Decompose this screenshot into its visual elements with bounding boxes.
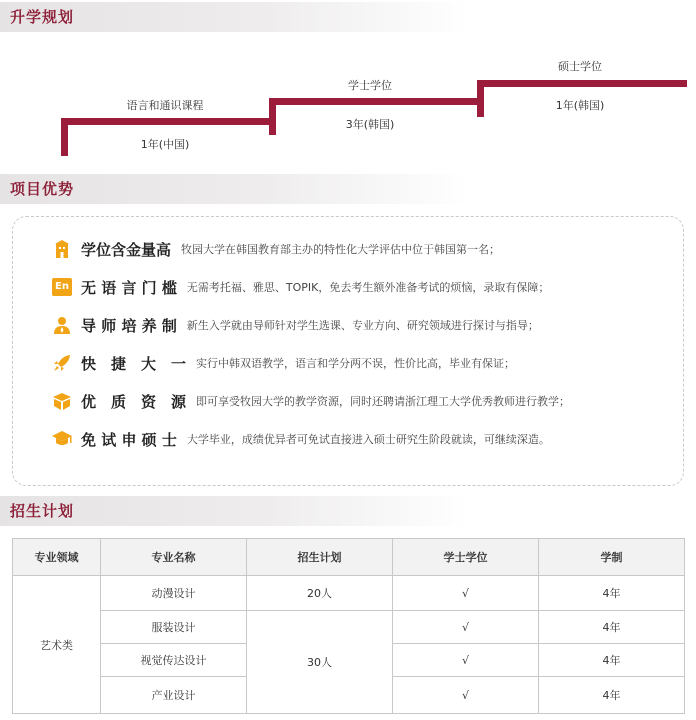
advantage-desc: 无需考托福、雅思、TOPIK，免去考生额外准备考试的烦恼，录取有保障； — [186, 281, 550, 294]
step-1-title: 语言和通识课程 — [126, 99, 204, 112]
advantages-box — [12, 216, 684, 486]
advantage-item — [51, 313, 539, 337]
advantage-title: 快 捷 大 一 — [81, 354, 187, 373]
stair-tread-2 — [269, 98, 484, 105]
header-field: 专业领域 — [13, 539, 101, 576]
step-3-title: 硕士学位 — [558, 60, 602, 73]
section-title-enrollment: 招生计划 — [0, 496, 470, 526]
advantage-title: 免 试 申 硕 士 — [81, 430, 177, 449]
mentor-icon — [51, 314, 73, 336]
advantage-item — [51, 237, 500, 261]
cell-major: 服装设计 — [101, 611, 247, 644]
cell-plan: 30人 — [247, 611, 393, 714]
cell-degree: √ — [393, 611, 539, 644]
cell-plan: 20人 — [247, 576, 393, 611]
advantage-title: 导 师 培 养 制 — [81, 316, 177, 335]
advantage-title: 无 语 言 门 槛 — [81, 278, 177, 297]
section-title-pathway: 升学规划 — [0, 2, 470, 32]
advantage-item — [51, 351, 515, 375]
header-years: 学制 — [539, 539, 685, 576]
advantage-desc: 实行中韩双语教学，语言和学分两不误，性价比高，毕业有保证； — [196, 357, 516, 370]
section-title-advantages: 项目优势 — [0, 174, 470, 204]
step-2-duration: 3年(韩国) — [345, 118, 395, 131]
table-row — [13, 611, 685, 644]
cell-major: 动漫设计 — [101, 576, 247, 611]
language-icon — [51, 276, 73, 298]
building-icon — [51, 238, 73, 260]
graduation-cap-icon — [51, 428, 73, 450]
advantage-desc: 大学毕业，成绩优异者可免试直接进入硕士研究生阶段就读，可继续深造。 — [186, 433, 550, 446]
advantage-desc: 新生入学就由导师针对学生选课、专业方向、研究领域进行探讨与指导； — [186, 319, 539, 332]
step-2-title: 学士学位 — [348, 79, 392, 92]
rocket-icon — [51, 352, 73, 374]
advantage-item — [51, 275, 549, 299]
step-3-duration: 1年(韩国) — [555, 99, 605, 112]
advantage-desc: 即可享受牧园大学的教学资源，同时还聘请浙江理工大学优秀教师进行教学； — [196, 395, 571, 408]
language-icon-label: En — [52, 278, 72, 296]
cell-major: 产业设计 — [101, 677, 247, 714]
stair-tread-1 — [61, 118, 276, 125]
advantage-item — [51, 427, 550, 451]
box-icon — [51, 390, 73, 412]
advantage-title: 学位含金量高 — [81, 240, 172, 259]
header-plan: 招生计划 — [247, 539, 393, 576]
table-row — [13, 576, 685, 611]
cell-degree: √ — [393, 677, 539, 714]
cell-years: 4年 — [539, 644, 685, 677]
stair-tread-3 — [477, 80, 687, 87]
cell-degree: √ — [393, 644, 539, 677]
cell-degree: √ — [393, 576, 539, 611]
cell-years: 4年 — [539, 677, 685, 714]
table-header-row — [13, 539, 685, 576]
advantage-desc: 牧园大学在韩国教育部主办的特性化大学评估中位于韩国第一名； — [181, 243, 501, 256]
cell-years: 4年 — [539, 611, 685, 644]
cell-field: 艺术类 — [13, 576, 101, 714]
enrollment-table — [12, 538, 685, 714]
step-1-duration: 1年(中国) — [140, 138, 190, 151]
header-degree: 学士学位 — [393, 539, 539, 576]
cell-major: 视觉传达设计 — [101, 644, 247, 677]
cell-years: 4年 — [539, 576, 685, 611]
header-major: 专业名称 — [101, 539, 247, 576]
advantage-title: 优 质 资 源 — [81, 392, 187, 411]
advantage-item — [51, 389, 570, 413]
